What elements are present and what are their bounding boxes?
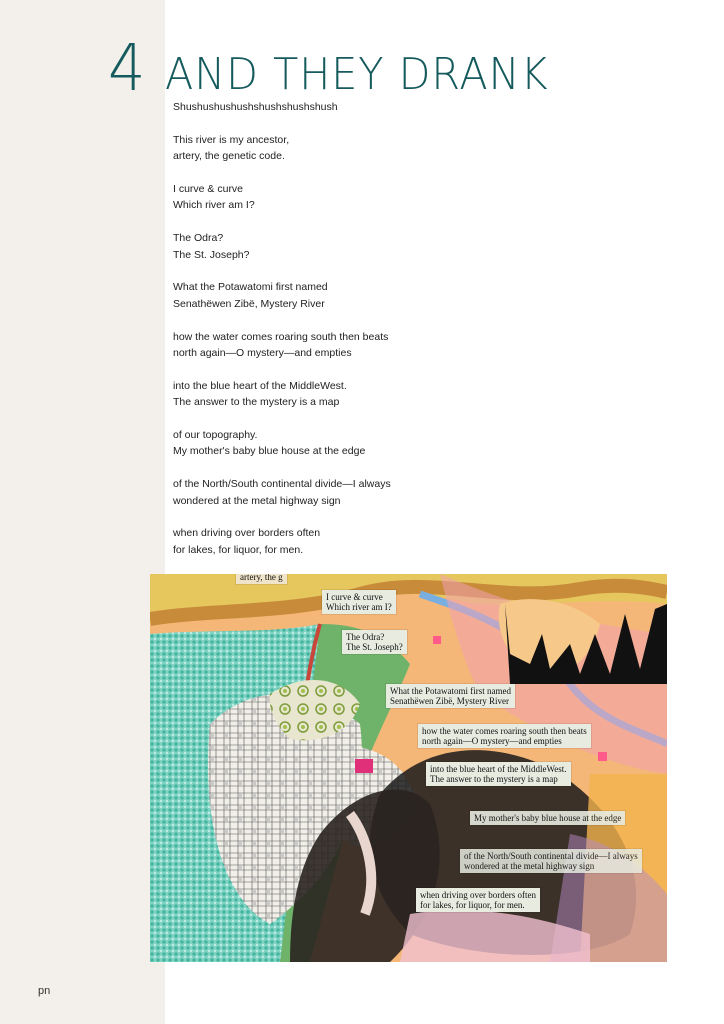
- stanza: [173, 525, 533, 558]
- poem-line: north again—O mystery—and empties: [173, 347, 352, 360]
- clipping-line: into the blue heart of the MiddleWest.: [430, 764, 567, 774]
- stanza: [173, 132, 533, 165]
- clipping: [426, 762, 571, 786]
- clipping-line: The answer to the mystery is a map: [430, 774, 558, 784]
- poem-line: I curve & curve: [173, 183, 244, 195]
- clipping-line: I curve & curve: [326, 592, 383, 602]
- clipping-line: What the Potawatomi first named: [390, 686, 511, 696]
- clipping: [322, 590, 396, 614]
- stanza: [173, 476, 533, 509]
- chapter-heading: [108, 30, 573, 106]
- poem-line: how the water comes roaring south then beats: [173, 330, 389, 343]
- clipping: [460, 849, 642, 873]
- poem-line: Which river am I?: [173, 199, 255, 212]
- poem-line: The answer to the mystery is a map: [173, 396, 340, 409]
- chapter-title: AND THEY DRANK: [164, 49, 549, 100]
- collage-artwork: [150, 574, 667, 962]
- poem-line: Senathëwen Zibë, Mystery River: [173, 297, 325, 310]
- clipping-line: when driving over borders often: [420, 890, 536, 900]
- poem-line: The St. Joseph?: [173, 248, 250, 261]
- clipping-line: north again—O mystery—and empties: [422, 736, 562, 746]
- poem-line: artery, the genetic code.: [173, 150, 285, 163]
- stanza: [173, 378, 533, 411]
- clipping: [418, 724, 591, 748]
- clipping-line: how the water comes roaring south then beats: [422, 726, 587, 736]
- clipping: [416, 888, 540, 912]
- poem-line: of our topography.: [173, 429, 258, 442]
- stanza: [173, 99, 533, 115]
- left-margin-strip: [0, 0, 165, 1024]
- clipping-line: Senathëwen Zibë, Mystery River: [390, 696, 509, 706]
- clipping: My mother's baby blue house at the edge: [470, 811, 625, 825]
- clipping-line: of the North/South continental divide—I always: [464, 851, 638, 861]
- clipping-line: for lakes, for liquor, for men.: [420, 900, 525, 910]
- page-number: pn: [38, 985, 51, 997]
- poem-line: when driving over borders often: [173, 527, 321, 540]
- clipping: [386, 684, 515, 708]
- clipping: [342, 630, 407, 654]
- stanza: [173, 230, 533, 263]
- poem-body: [173, 99, 533, 575]
- poem-line: This river is my ancestor,: [173, 133, 290, 146]
- stanza: [173, 329, 533, 362]
- stanza: [173, 427, 533, 460]
- clipping: artery, the g: [236, 574, 287, 584]
- poem-line: Shushushushushshushshushshush: [173, 101, 338, 113]
- poem-line: The Odra?: [173, 232, 224, 245]
- clipping-line: Which river am I?: [326, 602, 392, 612]
- poem-line: for lakes, for liquor, for men.: [173, 543, 304, 556]
- clipping-line: The St. Joseph?: [346, 642, 403, 652]
- collage-painting: [150, 574, 667, 962]
- poem-line: of the North/South continental divide—I always: [173, 478, 391, 491]
- poem-line: into the blue heart of the MiddleWest.: [173, 379, 347, 392]
- stanza: [173, 279, 533, 312]
- stanza: [173, 181, 533, 214]
- poem-line: My mother's baby blue house at the edge: [173, 445, 366, 458]
- clipping-line: wondered at the metal highway sign: [464, 861, 595, 871]
- poem-line: What the Potawatomi first named: [173, 281, 328, 294]
- clipping-line: The Odra?: [346, 632, 385, 642]
- poem-line: wondered at the metal highway sign: [173, 494, 341, 507]
- chapter-number: 4: [108, 32, 146, 106]
